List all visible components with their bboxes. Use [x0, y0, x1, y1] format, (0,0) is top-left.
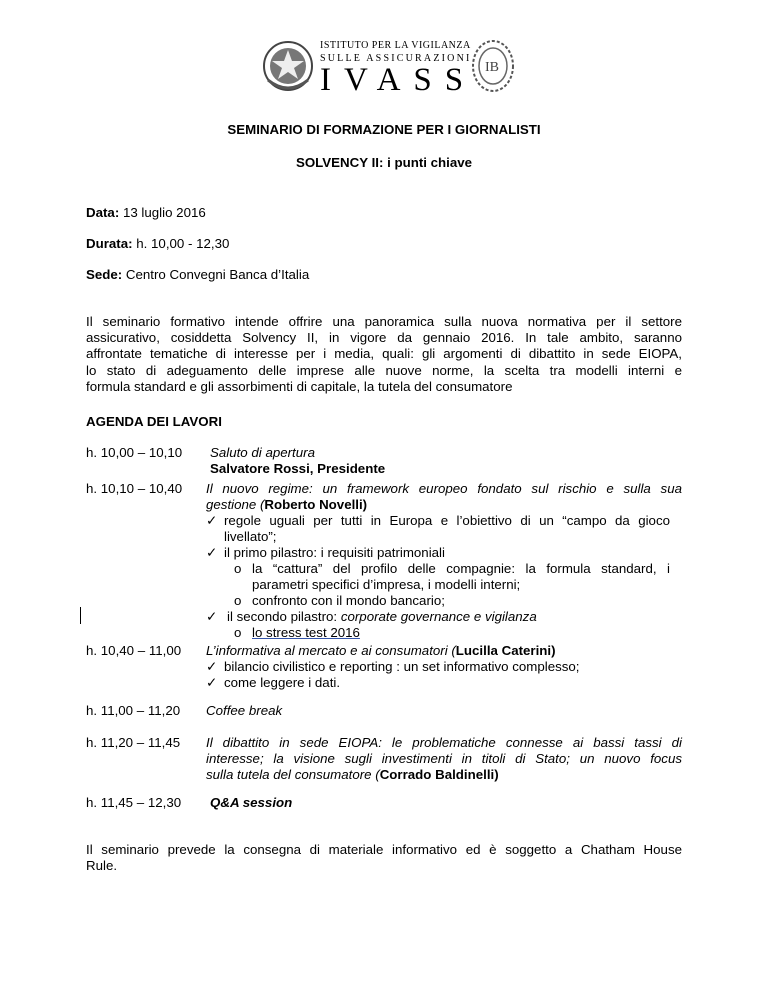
info-duration: Durata: h. 10,00 - 12,30 — [86, 236, 230, 251]
list-item: o confronto con il mondo bancario; — [234, 593, 445, 608]
info-venue: Sede: Centro Convegni Banca d’Italia — [86, 267, 310, 282]
agenda-title: AGENDA DEI LAVORI — [86, 414, 222, 429]
check-icon: ✓ — [206, 675, 218, 690]
logo-line-2: SULLE ASSICURAZIONI — [320, 53, 472, 64]
check-icon: ✓ — [206, 609, 218, 624]
closing-paragraph: Il seminario prevede la consegna di materiale informativo ed è soggetto a Chatham House Rule. — [86, 842, 682, 874]
list-item: ✓ il secondo pilastro: corporate governance e vigilanza — [206, 609, 537, 624]
list-item: o la “cattura” del profilo delle compagnie: la formula standard, i — [234, 561, 670, 576]
page-title: SEMINARIO DI FORMAZIONE PER I GIORNALISTI — [227, 122, 541, 137]
circle-bullet-icon: o — [234, 561, 242, 576]
logo-line-1: ISTITUTO PER LA VIGILANZA — [320, 40, 471, 51]
page-subtitle: SOLVENCY II: i punti chiave — [295, 155, 473, 170]
circle-bullet-icon: o — [234, 625, 242, 640]
logo-wordmark: IVASS — [320, 62, 477, 98]
list-item: ✓ il primo pilastro: i requisiti patrimoniali — [206, 545, 445, 560]
list-item: ✓ come leggere i dati. — [206, 675, 341, 690]
list-item: ✓ regole uguali per tutti in Europa e l’obiettivo di un “campo da gioco — [206, 513, 670, 528]
bank-seal-icon — [470, 38, 516, 94]
list-item: o lo stress test 2016 — [234, 625, 360, 640]
check-icon: ✓ — [206, 659, 218, 674]
circle-bullet-icon: o — [234, 593, 242, 608]
svg-text:IB: IB — [485, 60, 499, 75]
emblem-icon — [262, 36, 314, 96]
text-cursor — [80, 607, 81, 624]
list-item: ✓ bilancio civilistico e reporting : un set informativo complesso; — [206, 659, 580, 674]
check-icon: ✓ — [206, 513, 218, 528]
info-date: Data: 13 luglio 2016 — [86, 205, 206, 220]
ivass-logo — [262, 34, 499, 98]
intro-paragraph: Il seminario formativo intende offrire una panoramica sulla nuova normativa per il settore assicurativo, cosiddetta Solvency II, in vigore da gennaio 2016. In tale ambito, saranno affrontate tematiche di interesse per i media, quali: gli argomenti di dibattito in sede EIOPA, lo stato di adeguamento delle imprese alle nuove norme, la scelta tra modelli interni e formula standard e gli assorbimenti di capitale, la tutela del consumatore — [86, 314, 682, 394]
check-icon: ✓ — [206, 545, 218, 560]
